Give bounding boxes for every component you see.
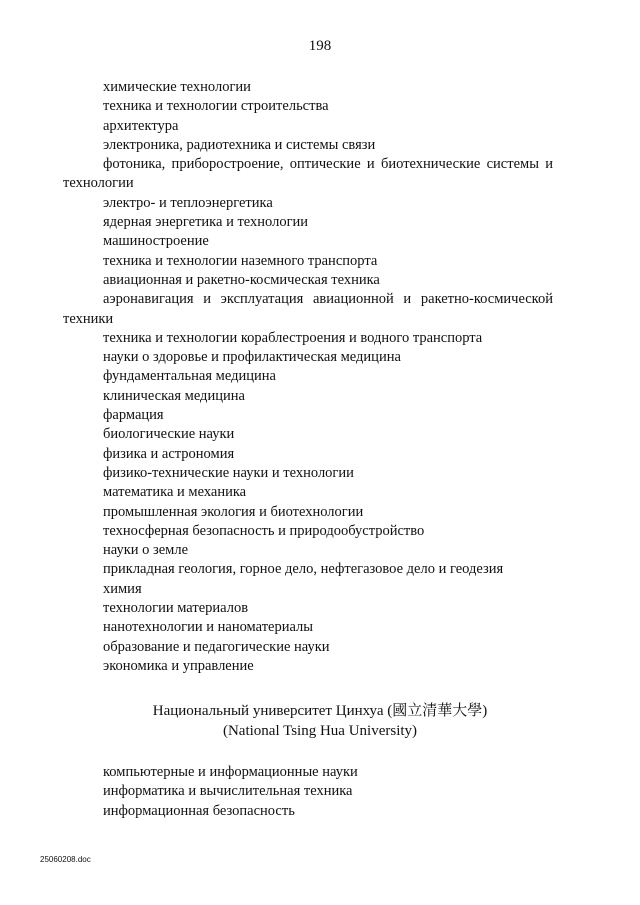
list-item: образование и педагогические науки	[103, 638, 330, 655]
list-item: авиационная и ракетно-космическая техника	[103, 271, 380, 288]
specialty-list	[63, 78, 553, 676]
list-item: техника и технологии кораблестроения и водного транспорта	[103, 329, 483, 346]
university-english-name: (National Tsing Hua University)	[222, 723, 418, 739]
list-item: техника и технологии наземного транспорта	[103, 252, 378, 269]
list-item: электро- и теплоэнергетика	[103, 194, 273, 211]
list-item: техника и технологии строительства	[103, 98, 329, 115]
university-specialty-list	[63, 763, 553, 821]
list-item: технологии материалов	[103, 600, 249, 617]
list-item: машиностроение	[103, 233, 209, 250]
list-item: нанотехнологии и наноматериалы	[103, 619, 314, 636]
list-item: фармация	[103, 407, 164, 424]
list-item: экономика и управление	[103, 657, 254, 674]
list-item: информационная безопасность	[103, 802, 295, 819]
page-number: 198	[308, 38, 332, 54]
list-item: информатика и вычислительная техника	[103, 783, 353, 800]
list-item: биологические науки	[103, 426, 235, 443]
list-item: математика и механика	[103, 484, 247, 501]
list-item: физика и астрономия	[103, 445, 235, 462]
list-item: химия	[103, 580, 142, 597]
list-item: электроника, радиотехника и системы связи	[103, 136, 376, 153]
list-item: архитектура	[103, 117, 179, 134]
list-item: фундаментальная медицина	[103, 368, 276, 385]
list-item: физико-технические науки и технологии	[103, 464, 354, 481]
list-item: компьютерные и информационные науки	[103, 764, 358, 780]
university-name: Национальный университет Цинхуа (國立清華大學)	[152, 703, 488, 719]
list-item: аэронавигация и эксплуатация авиационной и ракетно-космической техники	[63, 291, 553, 327]
list-item: науки о здоровье и профилактическая медицина	[103, 349, 401, 366]
list-item: клиническая медицина	[103, 387, 245, 404]
list-item: прикладная геология, горное дело, нефтегазовое дело и геодезия	[103, 561, 504, 578]
list-item: ядерная энергетика и технологии	[103, 214, 309, 231]
list-item: науки о земле	[103, 542, 189, 559]
list-item: фотоника, приборостроение, оптические и биотехнические системы и технологии	[63, 156, 553, 192]
list-item: химические технологии	[103, 79, 251, 95]
document-filename: 25060208.doc	[40, 855, 91, 864]
list-item: промышленная экология и биотехнологии	[103, 503, 364, 520]
list-item: техносферная безопасность и природообустройство	[103, 522, 425, 539]
